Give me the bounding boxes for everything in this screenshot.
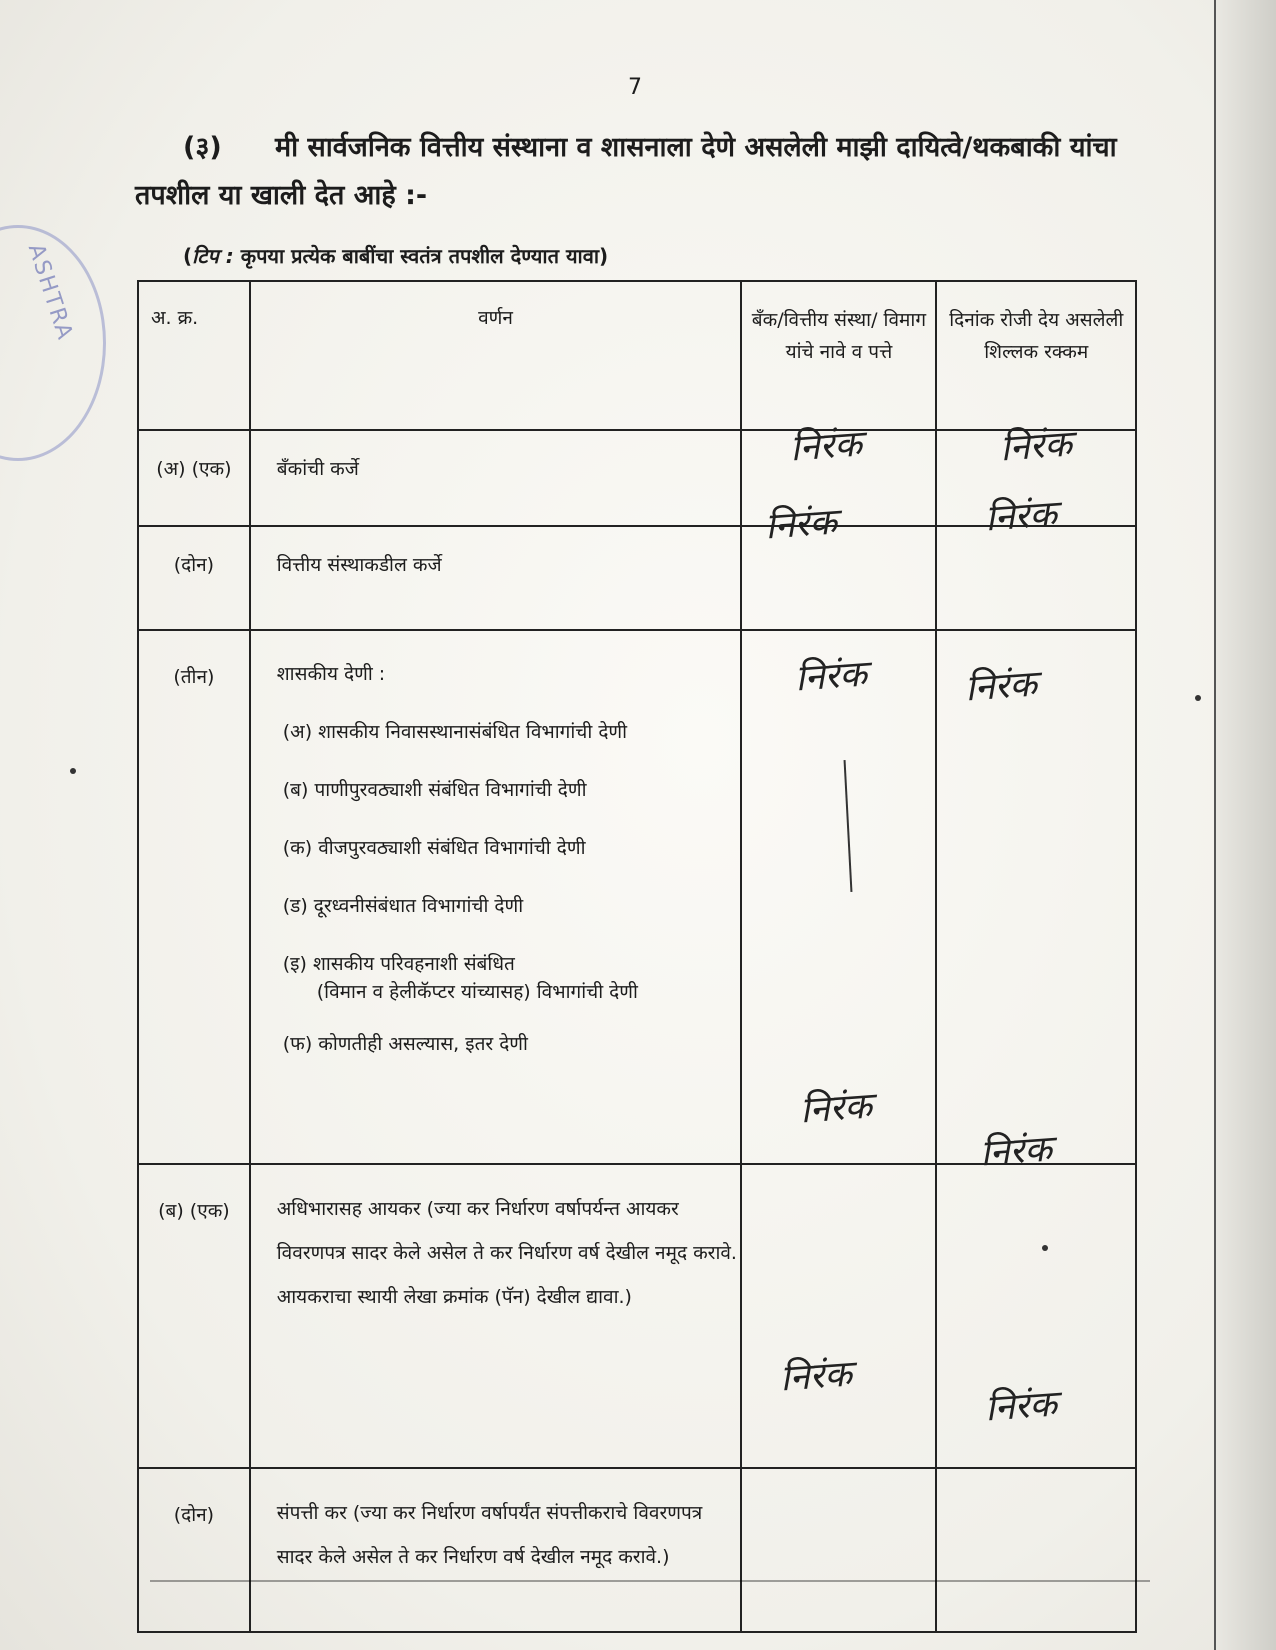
handwritten-nil: निरंक	[778, 1353, 854, 1400]
sub-item: (ब) पाणीपुरवठ्याशी संबंधित विभागांची देणी	[282, 779, 587, 801]
header-bank: बँक/वित्तीय संस्था/ विमाग यांचे नावे व पत्ते	[741, 281, 936, 430]
row-balance-cell	[936, 526, 1136, 630]
row-balance-cell	[936, 1468, 1136, 1632]
handwritten-nil: निरंक	[763, 501, 839, 548]
seal-text: ASHTRA	[22, 240, 78, 345]
row-description: बँकांची कर्जे	[250, 430, 742, 526]
instruction-note	[183, 242, 608, 269]
note-tip: टिप :	[192, 244, 234, 268]
handwritten-nil: निरंक	[983, 493, 1059, 540]
row-description: अधिभारासह आयकर (ज्या कर निर्धारण वर्षापर्यन्त आयकर विवरणपत्र सादर केले असेल ते कर निर्धारण वर्ष देखील नमूद करावे. आयकराचा स्थायी लेखा क्रमांक (पॅन) देखील द्यावा.)	[250, 1164, 742, 1468]
table-row	[138, 526, 1136, 630]
header-balance: दिनांक रोजी देय असलेली शिल्लक रक्कम	[936, 281, 1136, 430]
section-title: मी सार्वजनिक वित्तीय संस्थाना व शासनाला देणे असलेली माझी दायित्वे/थकबाकी यांचा तपशील या खाली देत आहे :-	[135, 132, 1117, 211]
row-serial: (दोन)	[138, 1468, 250, 1632]
sub-item: (अ) शासकीय निवासस्थानासंबंधित विभागांची देणी	[282, 721, 628, 743]
ink-dot	[1042, 1245, 1048, 1251]
row-serial: (ब) (एक)	[138, 1164, 250, 1468]
sub-item: (फ) कोणतीही असल्यास, इतर देणी	[282, 1033, 528, 1055]
page-number: 7	[628, 75, 642, 100]
handwritten-nil: निरंक	[983, 1383, 1059, 1430]
sub-item: (इ) शासकीय परिवहनाशी संबंधित	[282, 953, 515, 975]
row-bank-cell	[741, 1164, 936, 1468]
table-row	[138, 1468, 1136, 1632]
row-serial: (अ) (एक)	[138, 430, 250, 526]
table-row	[138, 630, 1136, 1164]
sub-item-continued: (विमान व हेलीकॅप्टर यांच्यासह) विभागांची देणी	[316, 981, 638, 1003]
section-number: (३)	[183, 132, 222, 163]
row-serial: (दोन)	[138, 526, 250, 630]
handwritten-nil: निरंक	[978, 1128, 1054, 1175]
page-edge	[1216, 0, 1276, 1650]
row-serial: (तीन)	[138, 630, 250, 1164]
row-bank-cell	[741, 1468, 936, 1632]
handwritten-nil: निरंक	[798, 1085, 874, 1132]
handwritten-nil: निरंक	[998, 423, 1074, 470]
sub-item: (ड) दूरध्वनीसंबंधात विभागांची देणी	[282, 895, 524, 917]
govt-dues-title: शासकीय देणी :	[276, 663, 386, 685]
row-description: संपत्ती कर (ज्या कर निर्धारण वर्षापर्यंत संपत्तीकराचे विवरणपत्र सादर केले असेल ते कर निर्धारण वर्ष देखील नमूद करावे.)	[250, 1468, 742, 1632]
row-description	[250, 630, 742, 1164]
note-text: कृपया प्रत्येक बाबींचा स्वतंत्र तपशील देण्यात यावा)	[240, 244, 609, 268]
sub-item: (क) वीजपुरवठ्याशी संबंधित विभागांची देणी	[282, 837, 586, 859]
page-edge-line	[1214, 0, 1216, 1650]
section-heading	[135, 124, 1165, 220]
handwritten-nil: निरंक	[793, 653, 869, 700]
row-description: वित्तीय संस्थाकडील कर्जे	[250, 526, 742, 630]
header-description: वर्णन	[250, 281, 742, 430]
table-header-row	[138, 281, 1136, 430]
note-paren: (	[183, 244, 193, 268]
handwritten-nil: निरंक	[788, 423, 864, 470]
header-serial: अ. क्र.	[138, 281, 250, 430]
ink-dot	[1195, 695, 1201, 701]
ink-dot	[70, 768, 76, 774]
handwritten-nil: निरंक	[963, 663, 1039, 710]
bleed-through-line	[150, 1580, 1150, 1582]
